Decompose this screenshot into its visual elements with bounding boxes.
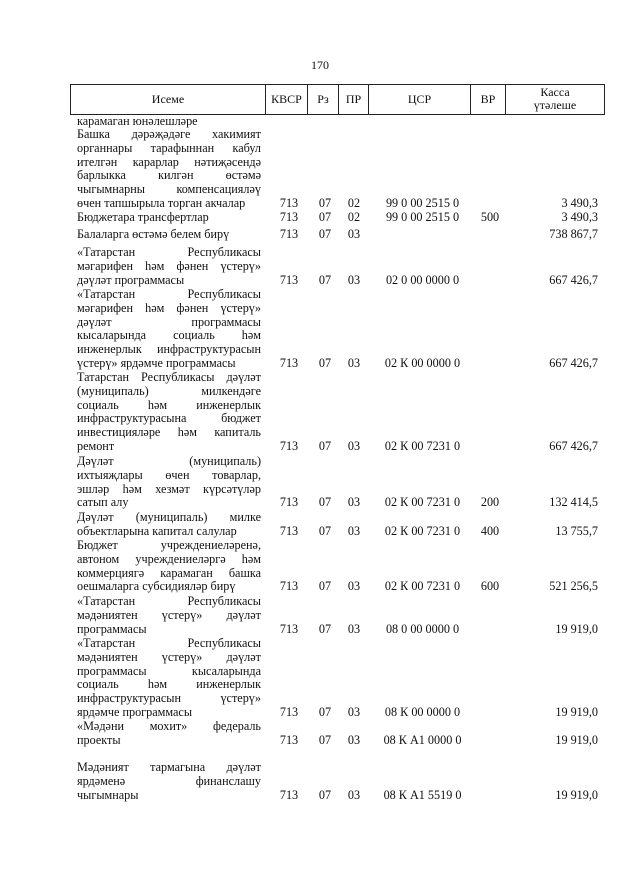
row-sum: 667 426,7 xyxy=(549,439,598,453)
row-rz: 07 xyxy=(318,523,332,538)
table-row xyxy=(0,595,640,636)
row-name-line: сатып алу xyxy=(77,495,129,510)
row-name-line: «Татарстан Республикасы xyxy=(77,245,261,259)
row-name xyxy=(77,595,261,636)
row-pr: 03 xyxy=(347,579,361,594)
row-name-line: ярдәмче программасы xyxy=(77,704,193,719)
row-vr: 500 xyxy=(480,210,500,224)
row-vr: 400 xyxy=(480,523,500,538)
table-row xyxy=(0,288,640,371)
row-pr: 03 xyxy=(347,787,361,802)
row-name-line: дәүләт программасы xyxy=(77,314,261,329)
table-row xyxy=(0,511,640,539)
table-row xyxy=(0,246,640,287)
row-name-line: коммерциягә карамаган башка xyxy=(77,565,261,580)
row-rz: 07 xyxy=(318,227,332,241)
row-name-line: Балаларга өстәмә белем бирү xyxy=(77,227,230,241)
table-row xyxy=(0,761,640,802)
column-header-pr: ПР xyxy=(345,91,362,106)
column-header-kvsr: КВСР xyxy=(271,91,302,106)
row-sum: 19 919,0 xyxy=(555,732,598,747)
column-header-rz: Рз xyxy=(317,91,329,106)
column-header-vr: ВР xyxy=(480,91,496,106)
row-name-line: ителгән карарлар нәтиҗәсендә xyxy=(77,154,261,169)
row-name-line: Бюджетара трансфертлар xyxy=(77,210,209,224)
row-kvsr: 713 xyxy=(279,439,299,453)
row-sum: 667 426,7 xyxy=(549,356,598,370)
table-row xyxy=(0,720,640,748)
table-row xyxy=(0,539,640,594)
row-kvsr: 713 xyxy=(279,272,299,287)
row-name xyxy=(77,371,261,454)
row-name-line: карамаган юнәлешләре xyxy=(77,114,198,128)
row-pr: 03 xyxy=(347,272,361,287)
row-csr: 99 0 00 2515 0 xyxy=(385,210,460,224)
table-row xyxy=(0,228,640,242)
row-name-line: инфраструктурасына бюджет xyxy=(77,411,261,426)
row-name xyxy=(77,288,261,371)
row-name xyxy=(77,637,261,720)
row-name-line: Мәдәният тармагына дәүләт xyxy=(77,760,261,774)
row-name-line: мәдәниятен үстерү» дәүләт xyxy=(77,607,261,622)
row-name-line: дәүләт программасы xyxy=(77,272,185,287)
row-rz: 07 xyxy=(318,732,332,747)
row-sum: 3 490,3 xyxy=(561,196,598,210)
row-rz: 07 xyxy=(318,579,332,594)
row-pr: 03 xyxy=(347,495,361,510)
row-kvsr: 713 xyxy=(279,227,299,241)
row-name xyxy=(77,539,261,594)
row-name-line: программасы xyxy=(77,621,147,636)
row-vr: 200 xyxy=(480,495,500,510)
row-sum: 667 426,7 xyxy=(549,272,598,287)
row-kvsr: 713 xyxy=(279,579,299,594)
row-csr: 02 К 00 7231 0 xyxy=(384,523,461,538)
row-rz: 07 xyxy=(318,495,332,510)
row-sum: 13 755,7 xyxy=(555,523,598,538)
row-sum: 19 919,0 xyxy=(555,787,598,802)
row-kvsr: 713 xyxy=(279,621,299,636)
row-csr: 08 К 00 0000 0 xyxy=(384,705,461,719)
row-kvsr: 713 xyxy=(279,210,299,224)
row-pr: 03 xyxy=(347,356,361,370)
row-kvsr: 713 xyxy=(279,495,299,510)
row-rz: 07 xyxy=(318,787,332,802)
table-row xyxy=(0,211,640,225)
row-name xyxy=(77,228,261,242)
row-pr: 02 xyxy=(347,196,361,210)
row-sum: 132 414,5 xyxy=(549,495,598,510)
row-pr: 03 xyxy=(347,732,361,747)
row-csr: 08 0 00 0000 0 xyxy=(385,621,460,636)
row-rz: 07 xyxy=(318,705,332,719)
row-name-line: объектларына капитал салулар xyxy=(77,523,237,538)
row-sum: 19 919,0 xyxy=(555,621,598,636)
row-csr: 02 К 00 7231 0 xyxy=(384,579,461,594)
row-name-line: «Татарстан Республикасы xyxy=(77,594,261,608)
row-pr: 03 xyxy=(347,227,361,241)
row-name-line: мәгарифен һәм фәнен үстерү» xyxy=(77,300,261,315)
row-name-line: проекты xyxy=(77,732,121,747)
row-name xyxy=(77,720,261,748)
column-header-name: Исеме xyxy=(151,91,185,106)
row-name-line: социаль һәм инженерлык xyxy=(77,397,261,412)
row-vr: 600 xyxy=(480,579,500,594)
row-name-line: инвестицияләре һәм капиталь xyxy=(77,425,261,440)
row-name-line: «Татарстан Республикасы xyxy=(77,636,261,650)
row-rz: 07 xyxy=(318,621,332,636)
row-pr: 03 xyxy=(347,523,361,538)
row-name xyxy=(77,211,261,225)
row-csr: 08 К А1 0000 0 xyxy=(383,732,462,747)
row-name-line: ихтыяҗлары өчен товарлар, xyxy=(77,467,261,482)
row-name xyxy=(77,128,261,211)
row-name-line: (муниципаль) милкендәге xyxy=(77,383,261,398)
table-row xyxy=(0,455,640,510)
row-name-line: Татарстан Республикасы дәүләт xyxy=(77,370,261,384)
row-name xyxy=(77,246,261,287)
row-kvsr: 713 xyxy=(279,732,299,747)
page-number: 170 xyxy=(311,58,329,72)
row-csr: 02 К 00 7231 0 xyxy=(384,439,461,453)
row-name-line: социаль һәм инженерлык xyxy=(77,677,261,692)
row-name xyxy=(77,511,261,539)
row-name-line: барлыкка килгән өстәмә xyxy=(77,168,261,183)
row-name-line: Дәүләт (муниципаль) xyxy=(77,454,261,468)
row-name-line: инженерлык инфраструктурасын xyxy=(77,342,261,357)
row-pr: 03 xyxy=(347,439,361,453)
row-name-line: Бюджет учреждениеләренә, xyxy=(77,538,261,552)
column-header-csr: ЦСР xyxy=(407,91,432,106)
row-csr: 02 К 00 7231 0 xyxy=(384,495,461,510)
row-csr: 99 0 00 2515 0 xyxy=(385,196,460,210)
table-row xyxy=(0,128,640,211)
column-header-sum: Касса үтәлеше xyxy=(533,85,577,112)
row-csr: 02 К 00 0000 0 xyxy=(384,356,461,370)
row-name-line: үстерү» ярдәмче программасы xyxy=(77,355,236,370)
row-rz: 07 xyxy=(318,356,332,370)
row-kvsr: 713 xyxy=(279,196,299,210)
row-name-line: ремонт xyxy=(77,438,115,453)
row-name-line: «Татарстан Республикасы xyxy=(77,287,261,301)
row-csr: 02 0 00 0000 0 xyxy=(385,272,460,287)
row-name-line: Дәүләт (муниципаль) милке xyxy=(77,510,261,524)
row-name-line: эшләр һәм хезмәт күрсәтүләр xyxy=(77,481,261,496)
row-name-line: органнары тарафыннан кабул xyxy=(77,140,261,155)
row-name xyxy=(77,455,261,510)
row-name xyxy=(77,761,261,802)
row-name-line: инфраструктурасын үстерү» xyxy=(77,691,261,706)
table-row xyxy=(0,637,640,720)
row-name-line: мәгарифен һәм фәнен үстерү» xyxy=(77,258,261,273)
row-name-line: оешмаларга субсидияләр бирү xyxy=(77,579,236,594)
row-name-line: «Мәдәни мохит» федераль xyxy=(77,719,261,733)
row-rz: 07 xyxy=(318,196,332,210)
row-name-line: чыгымнары xyxy=(77,787,139,802)
row-rz: 07 xyxy=(318,272,332,287)
row-rz: 07 xyxy=(318,439,332,453)
row-kvsr: 713 xyxy=(279,705,299,719)
row-name-line: ярдәменә финанслашу xyxy=(77,773,261,788)
row-sum: 738 867,7 xyxy=(549,227,598,241)
row-kvsr: 713 xyxy=(279,356,299,370)
row-name-line: чыгымнарны компенсацияләү xyxy=(77,182,261,197)
row-pr: 02 xyxy=(347,210,361,224)
table-row xyxy=(0,371,640,454)
row-name-line: автоном учреждениеләргә һәм xyxy=(77,551,261,566)
row-kvsr: 713 xyxy=(279,787,299,802)
row-pr: 03 xyxy=(347,705,361,719)
row-name-line: мәдәниятен үстерү» дәүләт xyxy=(77,649,261,664)
row-kvsr: 713 xyxy=(279,523,299,538)
row-name-line: өчен тапшырыла торган акчалар xyxy=(77,195,246,210)
row-csr: 08 К А1 5519 0 xyxy=(383,787,462,802)
row-pr: 03 xyxy=(347,621,361,636)
row-name-line: Башка дәрәҗәдәге хакимият xyxy=(77,127,261,141)
row-name-line: кысаларында социаль һәм xyxy=(77,328,261,343)
row-name-line: программасы кысаларында xyxy=(77,663,261,678)
row-sum: 3 490,3 xyxy=(561,210,598,224)
row-sum: 19 919,0 xyxy=(555,705,598,719)
row-rz: 07 xyxy=(318,210,332,224)
row-sum: 521 256,5 xyxy=(549,579,598,594)
